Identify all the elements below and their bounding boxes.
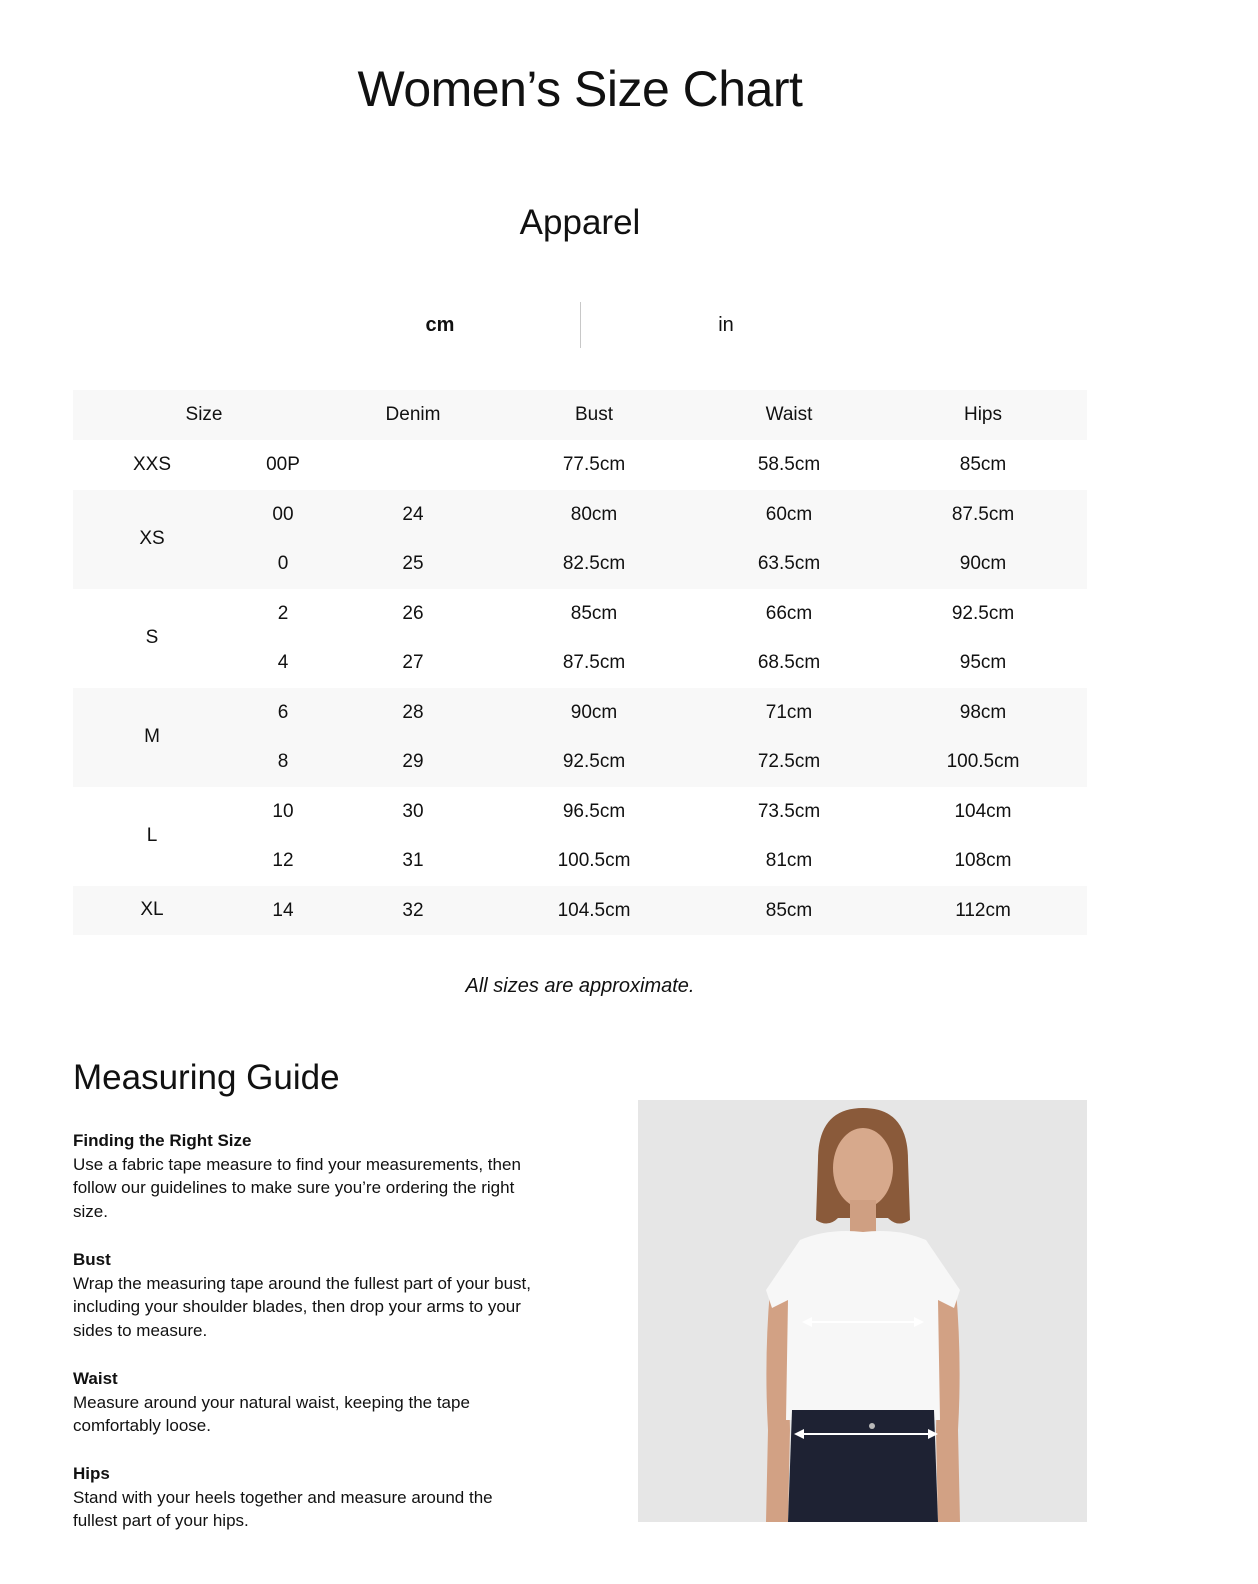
table-row xyxy=(73,737,1087,787)
cell-denim xyxy=(348,440,478,489)
cell-denim: 26 xyxy=(402,602,424,624)
cell-hips: 95cm xyxy=(959,652,1007,673)
cell-denim: 24 xyxy=(402,503,424,525)
cell-us-size: 00 xyxy=(272,503,294,525)
cell-bust: 77.5cm xyxy=(562,454,626,475)
size-label: S xyxy=(145,627,159,648)
size-group-xl xyxy=(73,886,1087,936)
table-row xyxy=(73,490,1087,540)
cell-us-size: 10 xyxy=(272,800,294,822)
approximate-note: All sizes are approximate. xyxy=(465,975,695,997)
cell-us-size: 00P xyxy=(266,454,300,475)
header-size: Size xyxy=(185,404,223,425)
measuring-guide-title: Measuring Guide xyxy=(73,1058,340,1097)
cell-waist: 73.5cm xyxy=(757,800,821,822)
cell-bust: 100.5cm xyxy=(557,850,631,871)
cell-denim: 27 xyxy=(402,652,424,673)
size-label: XXS xyxy=(132,453,172,475)
header-bust: Bust xyxy=(574,404,614,425)
cell-hips: 100.5cm xyxy=(946,751,1020,772)
cell-waist: 66cm xyxy=(765,602,813,624)
cell-us-size: 2 xyxy=(277,602,289,624)
size-label: L xyxy=(146,825,158,846)
cell-denim: 32 xyxy=(402,899,424,921)
cell-hips: 112cm xyxy=(955,899,1011,921)
unit-cm-button[interactable]: cm xyxy=(380,300,500,350)
unit-toggle xyxy=(300,300,860,350)
guide-section-hips xyxy=(73,1462,533,1533)
cell-waist: 81cm xyxy=(765,850,813,871)
cell-waist: 68.5cm xyxy=(757,652,821,673)
table-row xyxy=(73,589,1087,639)
header-denim: Denim xyxy=(385,404,441,425)
size-group-l xyxy=(73,787,1087,886)
cell-us-size: 4 xyxy=(277,652,289,673)
guide-text: Stand with your heels together and measure around the fullest part of your hips. xyxy=(73,1487,493,1530)
page-title: Women’s Size Chart xyxy=(357,61,803,117)
cell-bust: 90cm xyxy=(570,701,618,723)
size-group-s xyxy=(73,589,1087,688)
guide-text: Measure around your natural waist, keeping the tape comfortably loose. xyxy=(73,1392,470,1435)
cell-bust: 85cm xyxy=(570,602,618,624)
cell-waist: 71cm xyxy=(765,701,813,723)
model-illustration xyxy=(638,1100,1087,1522)
size-group-m xyxy=(73,688,1087,787)
cell-waist: 72.5cm xyxy=(757,751,821,772)
cell-bust: 92.5cm xyxy=(562,751,626,772)
unit-in-button[interactable]: in xyxy=(666,300,786,350)
cell-waist: 58.5cm xyxy=(757,454,821,475)
model-measurement-photo xyxy=(638,1100,1087,1522)
unit-divider xyxy=(580,302,581,348)
size-group-xxs xyxy=(73,440,1087,490)
table-header xyxy=(73,390,1087,440)
table-row xyxy=(73,886,1087,936)
cell-us-size: 12 xyxy=(272,850,294,871)
cell-us-size: 8 xyxy=(277,751,289,772)
cell-hips: 104cm xyxy=(954,800,1012,822)
header-waist: Waist xyxy=(765,404,813,425)
cell-waist: 85cm xyxy=(765,899,813,921)
table-row xyxy=(73,539,1087,589)
cell-bust: 82.5cm xyxy=(562,553,626,574)
table-row xyxy=(73,440,1087,490)
size-label: XS xyxy=(139,528,165,549)
cell-waist: 60cm xyxy=(765,503,813,525)
guide-text: Use a fabric tape measure to find your measurements, then follow our guidelines to make sure you’re ordering the right size. xyxy=(73,1154,521,1221)
cell-us-size: 14 xyxy=(272,899,294,921)
size-group-xs xyxy=(73,490,1087,589)
table-row xyxy=(73,688,1087,738)
cell-bust: 96.5cm xyxy=(562,800,626,822)
guide-heading: Hips xyxy=(73,1464,110,1483)
table-row xyxy=(73,836,1087,886)
table-row xyxy=(73,787,1087,837)
cell-hips: 108cm xyxy=(954,850,1012,871)
guide-heading: Bust xyxy=(73,1250,111,1269)
cell-hips: 98cm xyxy=(959,701,1007,723)
cell-bust: 80cm xyxy=(570,503,618,525)
cell-hips: 87.5cm xyxy=(951,503,1015,525)
cell-hips: 85cm xyxy=(959,454,1007,475)
size-label: XL xyxy=(140,899,164,921)
size-table xyxy=(73,390,1087,935)
guide-section-finding-size xyxy=(73,1129,533,1223)
guide-section-waist xyxy=(73,1367,533,1438)
guide-heading: Finding the Right Size xyxy=(73,1131,252,1150)
cell-bust: 87.5cm xyxy=(562,652,626,673)
cell-denim: 28 xyxy=(402,701,424,723)
apparel-title: Apparel xyxy=(519,203,641,242)
cell-bust: 104.5cm xyxy=(557,899,631,921)
cell-denim: 31 xyxy=(402,850,424,871)
cell-us-size: 6 xyxy=(277,701,289,723)
header-hips: Hips xyxy=(963,404,1002,425)
table-row xyxy=(73,638,1087,688)
guide-text: Wrap the measuring tape around the fullest part of your bust, including your shoulder blades, then drop your arms to your sides to measure. xyxy=(73,1273,532,1340)
guide-section-bust xyxy=(73,1248,533,1342)
size-label: M xyxy=(144,726,160,747)
cell-hips: 92.5cm xyxy=(951,602,1015,624)
cell-us-size: 0 xyxy=(277,553,289,574)
cell-denim: 29 xyxy=(402,751,424,772)
guide-heading: Waist xyxy=(73,1369,118,1388)
cell-denim: 30 xyxy=(402,800,424,822)
cell-waist: 63.5cm xyxy=(757,553,821,574)
cell-denim: 25 xyxy=(402,553,424,574)
cell-hips: 90cm xyxy=(959,553,1007,574)
